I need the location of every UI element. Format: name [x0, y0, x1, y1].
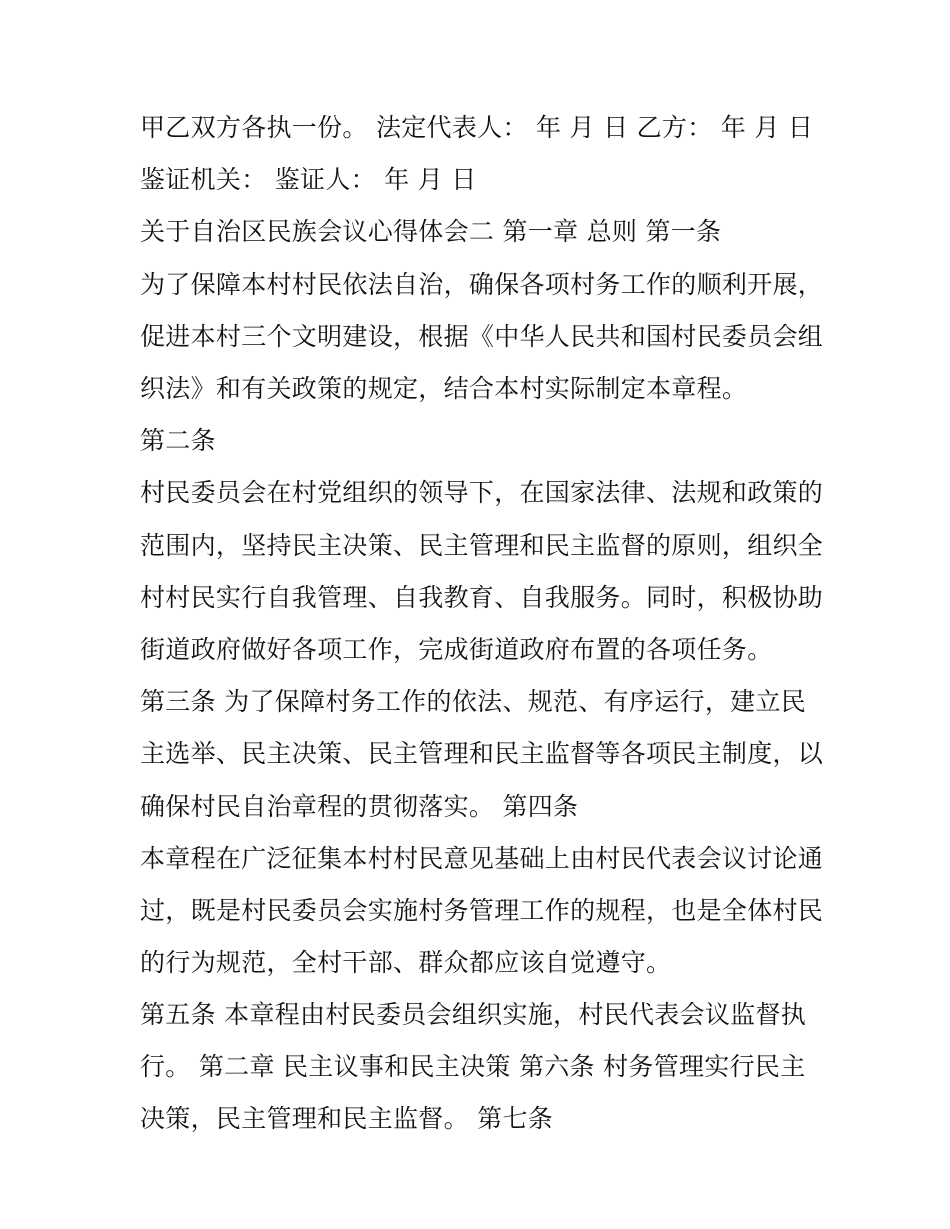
text-line: 第三条 为了保障村务工作的依法、规范、有序运行，建立民: [140, 687, 807, 716]
text-line: 主选举、民主决策、民主管理和民主监督等各项民主制度，以: [140, 739, 824, 768]
text-line: 行。 第二章 民主议事和民主决策 第六条 村务管理实行民主: [140, 1052, 806, 1081]
text-line: 决策，民主管理和民主监督。 第七条: [140, 1104, 554, 1133]
text-line: 街道政府做好各项工作，完成街道政府布置的各项任务。: [140, 635, 773, 664]
text-line: 的行为规范，全村干部、群众都应该自觉遵守。: [140, 948, 672, 977]
text-line: 本章程在广泛征集本村村民意见基础上由村民代表会议讨论通: [140, 844, 824, 873]
text-line: 确保村民自治章程的贯彻落实。 第四条: [140, 792, 579, 821]
text-line: 村村民实行自我管理、自我教育、自我服务。同时，积极协助: [140, 583, 824, 612]
text-line: 第五条 本章程由村民委员会组织实施，村民代表会议监督执: [140, 1000, 807, 1029]
article-heading: 第二条: [140, 426, 216, 455]
text-line: 为了保障本村村民依法自治，确保各项村务工作的顺利开展，: [140, 270, 824, 299]
text-line: 促进本村三个文明建设，根据《中华人民共和国村民委员会组: [140, 322, 824, 351]
text-line: 过，既是村民委员会实施村务管理工作的规程，也是全体村民: [140, 896, 824, 925]
text-line-title-chapter-one: 关于自治区民族会议心得体会二 第一章 总则 第一条: [140, 217, 722, 246]
text-line: 村民委员会在村党组织的领导下，在国家法律、法规和政策的: [140, 478, 824, 507]
text-line: 范围内，坚持民主决策、民主管理和民主监督的原则，组织全: [140, 531, 824, 560]
text-line-authentication: 鉴证机关： 鉴证人： 年 月 日: [140, 165, 477, 194]
text-line: 织法》和有关政策的规定，结合本村实际制定本章程。: [140, 374, 748, 403]
text-line-signature: 甲乙双方各执一份。 法定代表人： 年 月 日 乙方： 年 月 日: [140, 113, 814, 142]
